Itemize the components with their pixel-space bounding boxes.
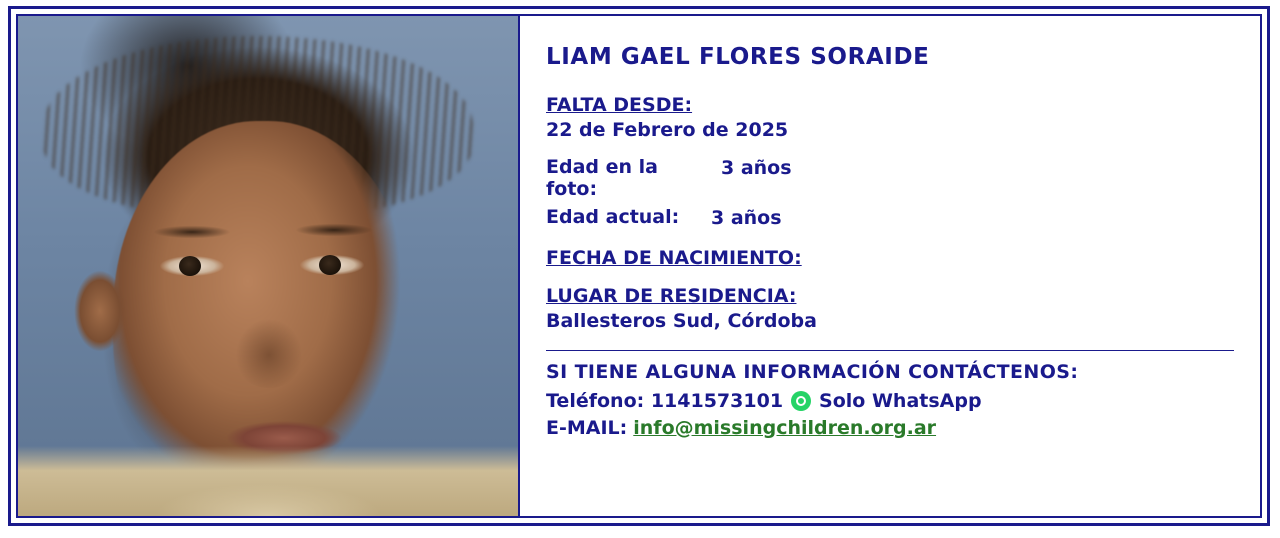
child-photo [18,16,520,516]
current-age-value: 3 años [711,206,782,229]
pupil-left [179,256,201,276]
eye-right [293,252,371,278]
shirt-shape [18,446,518,516]
missing-since-label: FALTA DESDE: [546,94,693,116]
section-divider [546,350,1234,351]
missing-since-value: 22 de Febrero de 2025 [546,119,789,141]
eyebrow-right [286,222,382,238]
whatsapp-icon [791,391,811,411]
pupil-right [319,255,341,275]
whatsapp-note: Solo WhatsApp [819,389,982,412]
contact-heading: SI TIENE ALGUNA INFORMACIÓN CONTÁCTENOS: [546,360,1079,383]
missing-child-poster [8,6,1270,526]
child-name: LIAM GAEL FLORES SORAIDE [546,44,930,70]
photo-image [18,16,518,516]
age-in-photo-value: 3 años [721,157,792,179]
residence-section [546,285,1234,332]
phone-row [546,390,1234,412]
birth-date-label: FECHA DE NACIMIENTO: [546,246,802,269]
nose-shape [223,278,315,388]
residence-value: Ballesteros Sud, Córdoba [546,309,817,332]
ear-shape [68,266,126,356]
current-age-label: Edad actual: [546,205,680,228]
email-row [546,417,1234,439]
birth-date-section [546,247,1234,269]
missing-since-section [546,94,1234,141]
phone-label[interactable]: Teléfono: 1141573101 [546,389,784,412]
age-in-photo-label: Edad en la foto: [546,156,658,200]
current-age-row [546,207,1234,229]
age-in-photo-row [546,157,1234,201]
poster-inner-frame [16,14,1262,518]
residence-label: LUGAR DE RESIDENCIA: [546,284,797,307]
eyebrow-left [144,224,240,240]
poster-info-pane [520,16,1260,516]
email-label: E-MAIL: [546,416,628,439]
age-section [546,157,1234,229]
eye-left [153,253,231,279]
email-link[interactable]: info@missingchildren.org.ar [633,416,937,439]
